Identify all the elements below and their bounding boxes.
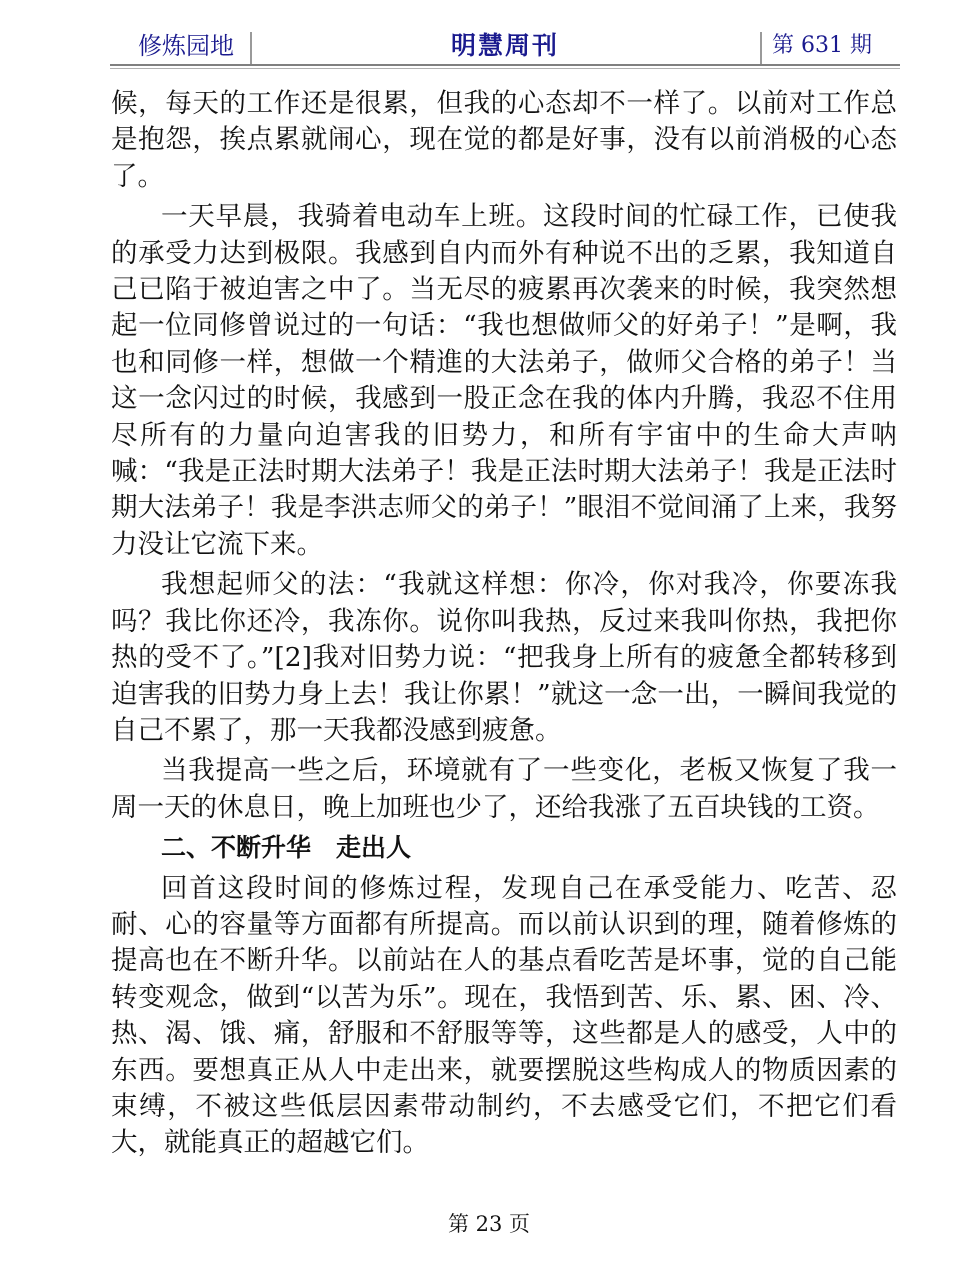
paragraph-reflection: 回首这段时间的修炼过程，发现自己在承受能力、吃苦、忍耐、心的容量等方面都有所提高。而以前认识到的理，随着修炼的提高也在不断升华。以前站在人的基点看吃苦是坏事，觉的自己能转变观念，做到“以苦为乐”。现在，我悟到苦、乐、累、困、冷、热、渴、饿、痛，舒服和不舒服等等，这些都是人的感受，人中的东西。要想真正从人中走出来，就要摆脱这些构成人的物质因素的束缚，不被这些低层因素带动制约，不去感受它们，不把它们看大，就能真正的超越它们。 bbox=[111, 872, 897, 1159]
header-issue-number: 第 631 期 bbox=[772, 33, 872, 58]
header-publication-title: 明慧周刊 bbox=[450, 31, 559, 60]
paragraph-morning-ride: 一天早晨，我骑着电动车上班。这段时间的忙碌工作，已使我的承受力达到极限。我感到自内而外有种说不出的乏累，我知道自己已陷于被迫害之中了。当无尽的疲累再次袭来的时候，我突然想起一位同修曾说过的一句话：“我也想做师父的好弟子！”是啊，我也和同修一样，想做一个精進的大法弟子，做师父合格的弟子！当这一念闪过的时候，我感到一股正念在我的体内升腾，我忍不住用尽所有的力量向迫害我的旧势力，和所有宇宙中的生命大声呐喊：“我是正法时期大法弟子！我是正法时期大法弟子！我是正法时期大法弟子！我是李洪志师父的弟子！”眼泪不觉间涌了上来，我努力没让它流下来。 bbox=[111, 201, 897, 560]
page-number: 第 23 页 bbox=[447, 1212, 531, 1236]
section-heading: 二、不断升华 走出人 bbox=[161, 833, 412, 863]
header-section-label: 修炼园地 bbox=[138, 32, 234, 60]
page-header bbox=[110, 26, 900, 68]
header-rule-top bbox=[110, 64, 900, 66]
header-rule-bottom bbox=[110, 68, 900, 69]
paragraph-environment-change: 当我提高一些之后，环境就有了一些变化，老板又恢复了我一周一天的休息日，晚上加班也少了，还给我涨了五百块钱的工资。 bbox=[111, 755, 897, 823]
paragraph-fa-quote: 我想起师父的法：“我就这样想：你冷，你对我冷，你要冻我吗？我比你还冷，我冻你。说你叫我热，反过来我叫你热，我把你热的受不了。”[2]我对旧势力说：“把我身上所有的疲惫全都转移到迫害我的旧势力身上去！我让你累！”就这一念一出，一瞬间我觉的自己不累了，那一天我都没感到疲惫。 bbox=[111, 569, 897, 746]
header-divider-right bbox=[760, 32, 762, 64]
article-body bbox=[111, 86, 897, 1162]
paragraph-continued: 候，每天的工作还是很累，但我的心态却不一样了。以前对工作总是抱怨，挨点累就闹心，现在觉的都是好事，没有以前消极的心态了。 bbox=[111, 88, 897, 192]
